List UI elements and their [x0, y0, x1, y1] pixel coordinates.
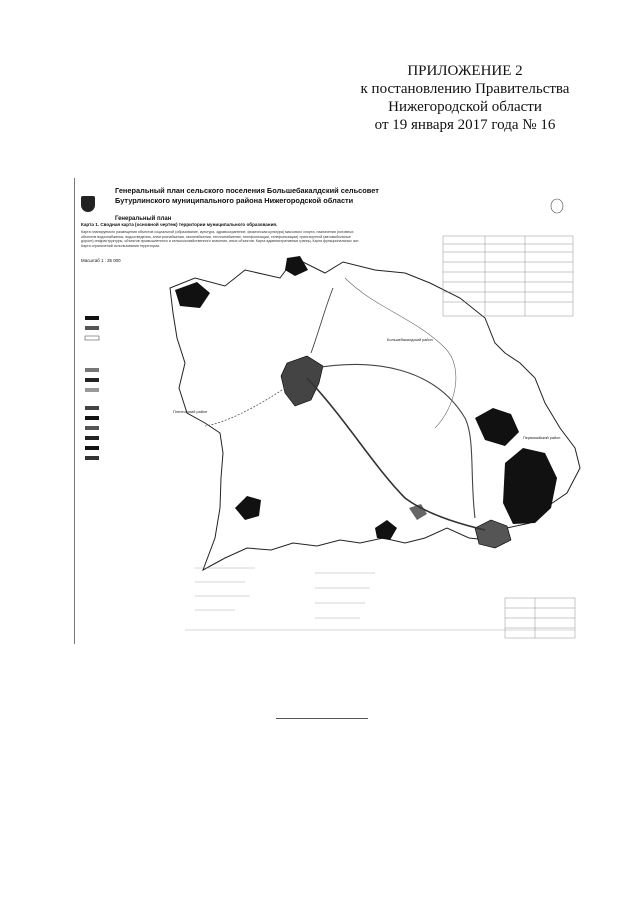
road-north	[311, 288, 333, 353]
balance-table	[443, 236, 573, 316]
map-card-title: Карта 1. Сводная карта (основной чертеж) территории муниципального образования.	[81, 222, 278, 227]
appendix-date: от 19 января 2017 года № 16	[374, 117, 556, 133]
map-card-description: Карта планируемого размещения объектов социальной (образование, культура, здравоохранение, физическая культура) массового спорта, назначения (головных объектов водоснабжения, водоотведения, электроснабжения, газоснабжения, теплоснабжения, телефонизации, телефонизации) транспортной (автомобильные дороги) инфраструктуры, объектов промышленного и сельскохозяйственного значения, иных объектов. Карта административных границ. Карта функциональных зон. Карта ограничений использования территории.	[81, 230, 360, 248]
village-cluster-south	[475, 520, 511, 548]
forest-area-south	[235, 496, 261, 520]
road-west	[205, 388, 285, 426]
map-legend-intro	[81, 222, 371, 263]
area-label-east-top: Большебакалдский район	[387, 338, 433, 342]
north-marker	[551, 199, 563, 213]
appendix-heading	[340, 62, 590, 134]
appendix-region: Нижегородской области	[388, 99, 542, 115]
road-east	[315, 365, 475, 518]
map-title: Генеральный план сельского поселения Большебакалдский сельсовет	[115, 186, 379, 195]
forest-area-south-west	[375, 520, 397, 540]
appendix-resolution: к постановлению Правительства	[360, 81, 570, 97]
forest-area-east	[475, 408, 519, 446]
road-main	[307, 378, 485, 530]
area-label-west: Плехтовский район	[173, 410, 208, 414]
village-cluster-center	[281, 356, 323, 406]
forest-area-south-east	[503, 448, 557, 524]
map-subtitle: Бутурлинского муниципального района Нижегородской области	[115, 196, 354, 205]
area-label-east-bottom: Первомайский район	[523, 436, 561, 440]
map-scale: Масштаб 1 : 25 000	[81, 258, 121, 264]
general-plan-map-sheet	[74, 178, 581, 644]
river	[345, 278, 456, 428]
stamp-block	[505, 598, 575, 638]
map-plan-label: Генеральный план	[115, 216, 172, 222]
legend-swatches	[85, 316, 99, 460]
signature-rule	[276, 718, 368, 719]
coat-of-arms-icon	[81, 196, 95, 212]
legend-bottom-columns	[185, 568, 575, 630]
forest-area-north	[175, 282, 210, 308]
appendix-number: ПРИЛОЖЕНИЕ 2	[407, 63, 523, 79]
